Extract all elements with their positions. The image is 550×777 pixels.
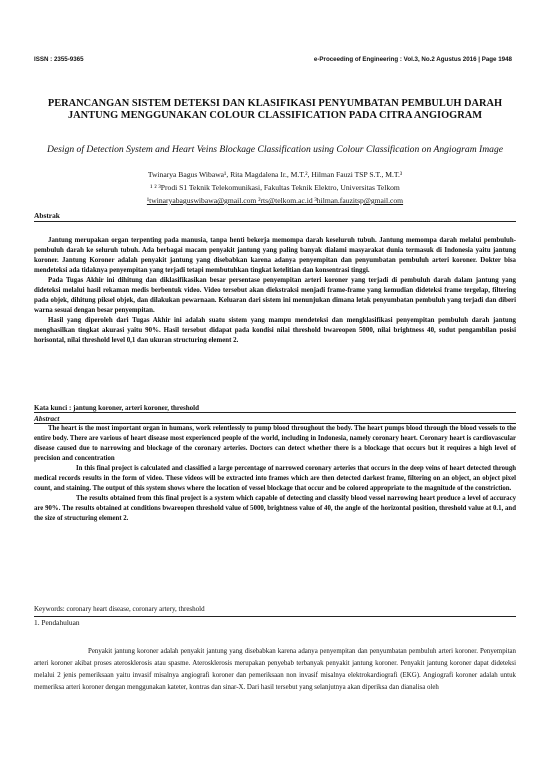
divider xyxy=(34,412,516,413)
abstract-paragraph: The heart is the most important organ in humans, work relentlessly to pump blood throughout the body. The heart pumps blood through the blood vessels to the entire body. There are various of heart disease most experienced people of the world, including in Indonesia, namely coronary heart. Coronary heart is cardiovascular disease caused due to narrowing and blockage of the coronary arteries. Doctors can detect whether there is a blockage that occurs but it requires a high level of precision and concentration xyxy=(34,425,516,462)
keywords: Keywords: coronary heart disease, coronary artery, threshold xyxy=(34,605,205,613)
divider xyxy=(34,221,516,222)
abstract-heading: Abstract xyxy=(34,414,60,423)
author-emails: ¹twinaryabaguswibawa@gmail.com ²rts@telkom.ac.id ³hilman.fauzitsp@gmail.com xyxy=(146,196,404,205)
section-heading: 1. Pendahuluan xyxy=(34,618,80,627)
kata-kunci: Kata kunci : jantung koroner, arteri koroner, threshold xyxy=(34,404,199,412)
paper-title: PERANCANGAN SISTEM DETEKSI DAN KLASIFIKASI PENYUMBATAN PEMBULUH DARAH JANTUNG MENGGUNAKAN COLOUR CLASSIFICATION PADA CITRA ANGIOGRAM xyxy=(47,98,503,122)
authors: Twinarya Bagus Wibawa¹, Rita Magdalena Ir., M.T.², Hilman Fauzi TSP S.T., M.T.³ xyxy=(147,170,403,179)
abstrak-paragraph: Jantung merupakan organ terpenting pada manusia, tanpa henti bekerja memompa darah keseluruh tubuh. Jantung memompa darah melalui pembuluh-pembuluh darah ke seluruh tubuh. Ada berbagai macam penyakit jantung yang paling banyak dialami masyarakat dunia termasuk di Indonesia yaitu jantung koroner. Jantung Koroner adalah penyakit jantung yang disebabkan karena adanya penyempitan dan penyumbatan pembuluh arteri koroner. Dokter bisa mendeteksi ada tidaknya penyempitan yang terjadi tetapi membutuhkan tingkat ketelitian dan konsentrasi tinggi. xyxy=(34,237,516,274)
abstract-body xyxy=(34,424,516,524)
abstract-paragraph: The results obtained from this final project is a system which capable of detecting and classify blood vessel narrowing heart produce a level of accuracy are 90%. The results obtained at conditions bwareopen threshold value of 5000, brightness value of 40, the angle of the horizontal position, threshold value at 0.1, and the size of structuring element 2. xyxy=(34,495,516,522)
abstrak-paragraph: Hasil yang diperoleh dari Tugas Akhir ini adalah suatu sistem yang mampu mendeteksi dan mengklasifikasi penyempitan pembuluh darah jantung menghasilkan tingkat akurasi yaitu 90%. Hasil tersebut didapat pada kondisi nilai threshold bwareopen 5000, nilai brightness 40, sudut pengambilan posisi horisontal, nilai threshold level 0,1 dan ukuran structuring element 2. xyxy=(34,317,516,344)
affiliation: ¹ ² ³Prodi S1 Teknik Telekomunikasi, Fakultas Teknik Elektro, Universitas Telkom xyxy=(150,183,400,192)
abstract-paragraph: In this final project is calculated and classified a large percentage of narrowed coronary arteries that occurs in the deep veins of heart detected through medical records results in the form of video. These videos will be extracted into frames which are then detected darkest frame, filtering on an object, an object pixel count, and staining. The output of this system shows where the location of vessel blockage that occur and be colored appropriate to the magnitude of the constriction. xyxy=(34,465,516,492)
section-paragraph: Penyakit jantung koroner adalah penyakit jantung yang disebabkan karena adanya penyempitan dan penyumbatan pembuluh arteri koroner. Penyempitan arteri koroner akibat proses aterosklerosis atau spasme. Aterosklerosis merupakan penyebab terbanyak penyakit jantung koroner. Penyakit jantung koroner dapat dideteksi melalui 2 jenis pemeriksaan yaitu invasif misalnya angiografi koroner dan pemeriksaan non invasif misalnya elektrokardiografi (EKG). Angiografi koroner adalah untuk memeriksa arteri koroner dengan menggunakan kateter, kontras dan sinar-X. Dari hasil tersebut yang selanjutnya akan diperiksa dan dianalisa oleh xyxy=(34,648,516,691)
abstrak-heading: Abstrak xyxy=(34,211,60,220)
section-body xyxy=(34,646,516,694)
issn-label: ISSN : 2355-9365 xyxy=(34,56,84,63)
abstrak-body xyxy=(34,236,516,346)
divider xyxy=(34,616,516,617)
paper-title-english: Design of Detection System and Heart Veins Blockage Classification using Colour Classification on Angiogram Image xyxy=(46,144,504,155)
journal-info: e-Proceeding of Engineering : Vol.3, No.2 Agustus 2016 | Page 1948 xyxy=(313,56,512,63)
abstrak-paragraph: Pada Tugas Akhir ini dihitung dan diklasifikasikan besar persentase penyempitan arteri koroner yang terjadi di pembuluh darah dalam jantung yang dideteksi melalui hasil rekaman medis berbentuk video. Video tersebut akan diekstraksi menjadi frame-frame yang kemudian dideteksi frame tergelap, filtering pada objek, dihitung piksel objek, dan dilakukan pewarnaan. Keluaran dari sistem ini menunjukan dimana letak penyumbatan pembuluh yang terjadi dan diberi warna sesuai dengan besar penyempitan. xyxy=(34,277,516,314)
